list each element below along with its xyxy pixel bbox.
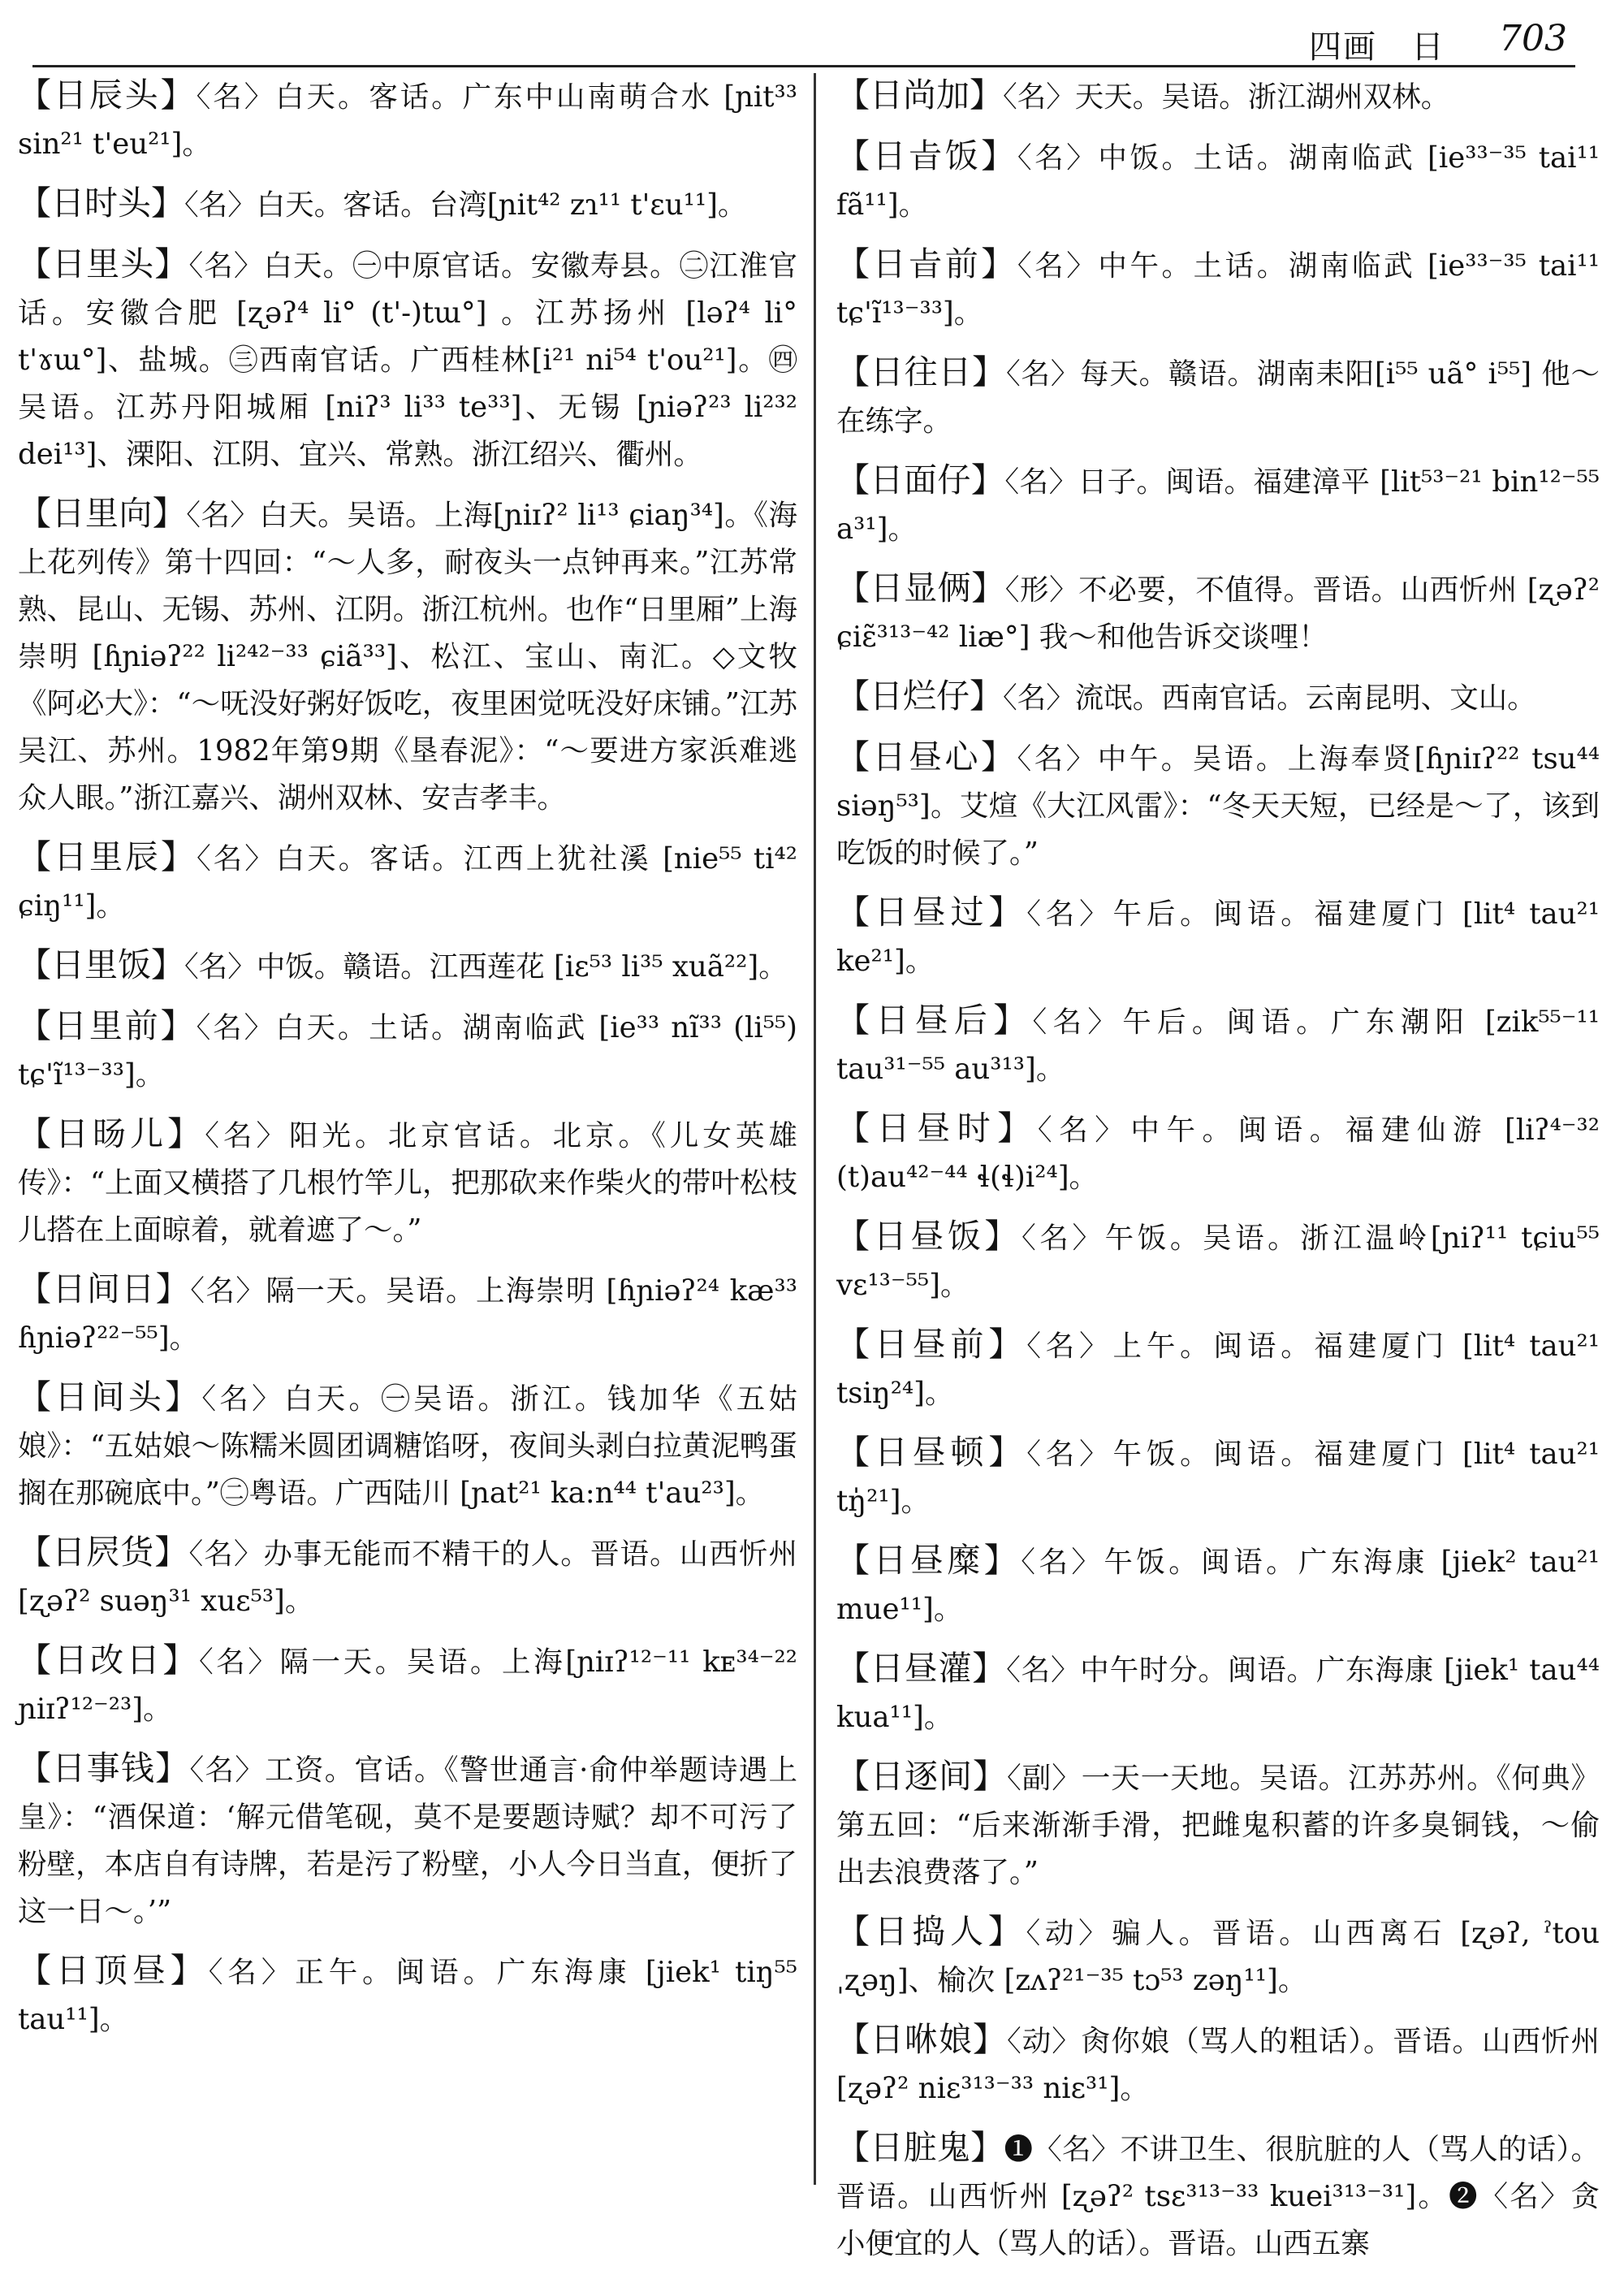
entry-definition: 〈名〉白天。客话。广东中山南萌合水 [ɲit³³ sin²¹ t'eu²¹]。: [18, 80, 797, 161]
dictionary-entry: [18, 941, 797, 991]
entry-headword: 【日昼糜】: [836, 1541, 1021, 1580]
dictionary-entry: [836, 564, 1600, 661]
entry-headword: 【日旸儿】: [18, 1114, 205, 1153]
entry-definition: 〈名〉中午。闽语。福建仙游 [liʔ⁴⁻³² (t)au⁴²⁻⁴⁴ ɬ(ɬ)i²⁴]。: [836, 1114, 1600, 1194]
entry-definition: 〈名〉日子。闽语。福建漳平 [lit⁵³⁻²¹ bin¹²⁻⁵⁵ a³¹]。: [836, 465, 1600, 546]
dictionary-entry: [836, 672, 1600, 722]
dictionary-entry: [836, 1537, 1600, 1633]
entry-definition: 〈名〉正午。闽语。广东海康 [jiek¹ tiŋ⁵⁵ tau¹¹]。: [18, 1956, 798, 2036]
section-label: 四画 日: [1309, 28, 1445, 66]
entry-definition: 〈名〉白天。土话。湖南临武 [ie³³ nĩ³³ (li⁵⁵) tɕ'ĩ¹³⁻³³]。: [18, 1011, 798, 1092]
entry-headword: 【日面仔】: [836, 461, 1005, 499]
entry-headword: 【日屄货】: [18, 1533, 189, 1572]
dictionary-entry: [18, 1265, 797, 1362]
entry-headword: 【日㫖前】: [836, 244, 1017, 283]
dictionary-entry: [836, 240, 1600, 337]
dictionary-entry: [18, 1373, 797, 1517]
entry-headword: 【日辰头】: [18, 76, 197, 115]
entry-definition: 〈名〉白天。客话。江西上犹社溪 [nie⁵⁵ ti⁴² ɕiŋ¹¹]。: [18, 842, 797, 923]
dictionary-entry: [18, 833, 797, 930]
entry-definition: 〈名〉午后。闽语。广东潮阳 [zik⁵⁵⁻¹¹ tau³¹⁻⁵⁵ au³¹³]。: [836, 1005, 1600, 1086]
dictionary-entry: [836, 1908, 1600, 2004]
left-column: [18, 71, 797, 2055]
entry-headword: 【日事钱】: [18, 1749, 190, 1788]
entry-headword: 【日时头】: [18, 184, 184, 223]
dictionary-entry: [836, 889, 1600, 985]
entry-definition: 〈动〉肏你娘（骂人的粗话）。晋语。山西忻州 [ʐəʔ² niɛ³¹³⁻³³ niɛ³¹]。: [836, 2025, 1600, 2105]
entry-headword: 【日改日】: [18, 1641, 199, 1680]
entry-definition: 〈名〉上午。闽语。福建厦门 [lit⁴ tau²¹ tsiŋ²⁴]。: [836, 1330, 1600, 1410]
dictionary-entry: [18, 1529, 797, 1625]
entry-headword: 【日脏鬼】: [836, 2128, 1004, 2167]
entry-definition: 〈名〉隔一天。吴语。上海崇明 [ɦɲiəʔ²⁴ kæ³³ ɦɲiəʔ²²⁻⁵⁵]。: [18, 1274, 797, 1355]
entry-headword: 【日烂仔】: [836, 677, 1003, 716]
entry-definition: 〈名〉阳光。北京官话。北京。《儿女英雄传》：“上面又横搭了几根竹竿儿，把那砍来作柴火的带叶松枝儿搭在上面晾着，就着遮了～。”: [18, 1119, 797, 1247]
dictionary-entry: [836, 348, 1600, 445]
dictionary-entry: [18, 1002, 797, 1099]
entry-definition: 〈名〉隔一天。吴语。上海[ɲiɪʔ¹²⁻¹¹ kᴇ³⁴⁻²² ɲiɪʔ¹²⁻²³]。: [18, 1645, 798, 1726]
dictionary-entry: [836, 997, 1600, 1093]
entry-headword: 【日昼顿】: [836, 1433, 1027, 1472]
entry-definition: 〈动〉骗人。晋语。山西离石 [ʐəʔ, ˀtou ˌʐəŋ]、榆次 [zʌʔ²¹⁻³⁵ tɔ⁵³ zəŋ¹¹]。: [836, 1917, 1600, 1997]
entry-definition: 〈名〉午饭。闽语。广东海康 [jiek² tau²¹ mue¹¹]。: [836, 1546, 1600, 1626]
entry-headword: 【日显俩】: [836, 569, 1005, 608]
entry-definition: 〈副〉一天一天地。吴语。江苏苏州。《何典》第五回：“后来渐渐手滑，把雌鬼积蓄的许多臭铜钱，～偷出去浪费落了。”: [836, 1762, 1600, 1889]
entry-definition: 〈名〉白天。吴语。上海[ɲiɪʔ² li¹³ ɕiaŋ³⁴]。《海上花列传》第十四回：“～人多，耐夜头一点钟再来。”江苏常熟、昆山、无锡、苏州、江阴。浙江杭州。也作“日里厢”上海崇明 [ɦɲiəʔ²² li²⁴²⁻³³ ɕiã³³]、松江、宝山、南汇。◇文牧《阿必大》：“～呒没好粥好饭吃，夜里困觉呒没好床铺。”江苏吴江、苏州。1982年第9期《垦春泥》：“～要进方家浜难逃众人眼。”浙江嘉兴、湖州双林、安吉孝丰。: [18, 499, 797, 815]
entry-headword: 【日尚加】: [836, 76, 1003, 115]
entry-definition: 〈名〉午饭。吴语。浙江温岭[ɲiʔ¹¹ tɕiu⁵⁵ vɛ¹³⁻⁵⁵]。: [836, 1222, 1600, 1302]
dictionary-entry: [18, 179, 797, 229]
dictionary-entry: [836, 71, 1600, 121]
dictionary-entry: [836, 1321, 1600, 1417]
entry-headword: 【日间头】: [18, 1377, 202, 1416]
entry-definition: 〈名〉天天。吴语。浙江湖州双林。: [1003, 80, 1450, 114]
entry-headword: 【日里辰】: [18, 837, 197, 876]
dictionary-entry: [836, 456, 1600, 553]
entry-headword: 【日里头】: [18, 244, 189, 283]
entry-definition: 〈名〉中饭。土话。湖南临武 [ie³³⁻³⁵ tai¹¹ fã¹¹]。: [836, 141, 1600, 222]
entry-headword: 【日里饭】: [18, 945, 184, 984]
page-number: 703: [1499, 18, 1567, 59]
dictionary-entry: [18, 240, 797, 478]
dictionary-entry: [836, 733, 1600, 877]
entry-headword: 【日昼后】: [836, 1001, 1033, 1040]
dictionary-entry: [18, 1947, 797, 2043]
entry-headword: 【日间日】: [18, 1269, 191, 1308]
entry-definition: ❶〈名〉不讲卫生、很肮脏的人（骂人的话）。晋语。山西忻州 [ʐəʔ² tsɛ³¹³⁻³³ kuei³¹³⁻³¹]。❷〈名〉贪小便宜的人（骂人的话）。晋语。山西五寨: [836, 2133, 1600, 2260]
dictionary-entry: [836, 2016, 1600, 2113]
entry-headword: 【日捣人】: [836, 1912, 1026, 1951]
entry-definition: 〈名〉每天。赣语。湖南耒阳[i⁵⁵ uã° i⁵⁵] 他～在练字。: [836, 357, 1600, 438]
entry-headword: 【日顶昼】: [18, 1951, 209, 1990]
right-column: [836, 71, 1600, 2279]
entry-headword: 【日㫖饭】: [836, 136, 1017, 175]
dictionary-entry: [836, 132, 1600, 229]
entry-headword: 【日咻娘】: [836, 2020, 1007, 2059]
entry-definition: 〈名〉中午。吴语。上海奉贤[ɦɲiɪʔ²² tsu⁴⁴ siəŋ⁵³]。艾煊《大江风雷》：“冬天天短，已经是～了，该到吃饭的时候了。”: [836, 742, 1600, 870]
entry-definition: 〈名〉白天。㊀中原官话。安徽寿县。㊁江淮官话。安徽合肥 [ʐəʔ⁴ li° (t'-)tɯ°] 。江苏扬州 [ləʔ⁴ li° t'ɤɯ°]、盐城。㊂西南官话。广西桂林[i²¹ ni⁵⁴ t'ou²¹]。㊃吴语。江苏丹阳城厢 [niʔ³ li³³ te³³]、无锡 [ɲiəʔ²³ li²³² dei¹³]、溧阳、江阴、宜兴、常熟。浙江绍兴、衢州。: [18, 249, 797, 471]
entry-definition: 〈名〉午饭。闽语。福建厦门 [lit⁴ tau²¹ tŋ̍²¹]。: [836, 1438, 1600, 1518]
entry-definition: 〈名〉办事无能而不精干的人。晋语。山西忻州 [ʐəʔ² suəŋ³¹ xuɛ⁵³]。: [18, 1537, 797, 1618]
dictionary-entry: [836, 1645, 1600, 1741]
entry-definition: 〈名〉流氓。西南官话。云南昆明、文山。: [1003, 681, 1536, 715]
dictionary-entry: [836, 2124, 1600, 2268]
entry-definition: 〈名〉中午时分。闽语。广东海康 [jiek¹ tau⁴⁴ kua¹¹]。: [836, 1654, 1600, 1734]
entry-headword: 【日昼过】: [836, 893, 1027, 932]
entry-definition: 〈名〉白天。客话。台湾[ɲit⁴² zɿ¹¹ t'ɛu¹¹]。: [184, 188, 747, 222]
dictionary-entry: [18, 1745, 797, 1935]
entry-headword: 【日里向】: [18, 494, 187, 533]
page-header: [32, 15, 1575, 67]
dictionary-entry: [18, 1637, 797, 1733]
entry-definition: 〈形〉不必要，不值得。晋语。山西忻州 [ʐəʔ² ɕiɛ̃³¹³⁻⁴² liæ°] 我～和他告诉交谈哩！: [836, 573, 1600, 654]
entry-definition: 〈名〉中午。土话。湖南临武 [ie³³⁻³⁵ tai¹¹ tɕ'ĩ¹³⁻³³]。: [836, 249, 1600, 330]
entry-headword: 【日昼时】: [836, 1109, 1038, 1148]
entry-headword: 【日昼前】: [836, 1325, 1027, 1364]
entry-headword: 【日里前】: [18, 1006, 197, 1045]
entry-headword: 【日昼心】: [836, 737, 1017, 776]
entry-definition: 〈名〉中饭。赣语。江西莲花 [iɛ⁵³ li³⁵ xuã²²]。: [184, 950, 788, 984]
entry-headword: 【日昼灌】: [836, 1649, 1007, 1688]
column-divider: [814, 73, 816, 2185]
entry-headword: 【日逐间】: [836, 1757, 1007, 1796]
dictionary-entry: [18, 1110, 797, 1254]
dictionary-entry: [836, 1753, 1600, 1896]
entry-headword: 【日昼饭】: [836, 1217, 1022, 1256]
dictionary-entry: [18, 71, 797, 168]
entry-definition: 〈名〉工资。官话。《警世通言·俞仲举题诗遇上皇》：“酒保道：‘解元借笔砚，莫不是要题诗赋？却不可污了粉壁，本店自有诗牌，若是污了粉壁，小人今日当直，便折了这一日～。’”: [18, 1754, 797, 1928]
dictionary-entry: [18, 490, 797, 822]
dictionary-entry: [836, 1213, 1600, 1309]
entry-definition: 〈名〉午后。闽语。福建厦门 [lit⁴ tau²¹ ke²¹]。: [836, 897, 1600, 978]
entry-definition: 〈名〉白天。㊀吴语。浙江。钱加华《五姑娘》：“五姑娘～陈糯米圆团调糖馅呀，夜间头剥白拉黄泥鸭蛋搁在那碗底中。”㊁粤语。广西陆川 [ɲat²¹ ka:n⁴⁴ t'au²³]。: [18, 1382, 797, 1510]
dictionary-entry: [836, 1429, 1600, 1525]
dictionary-entry: [836, 1105, 1600, 1201]
entry-headword: 【日往日】: [836, 352, 1006, 391]
